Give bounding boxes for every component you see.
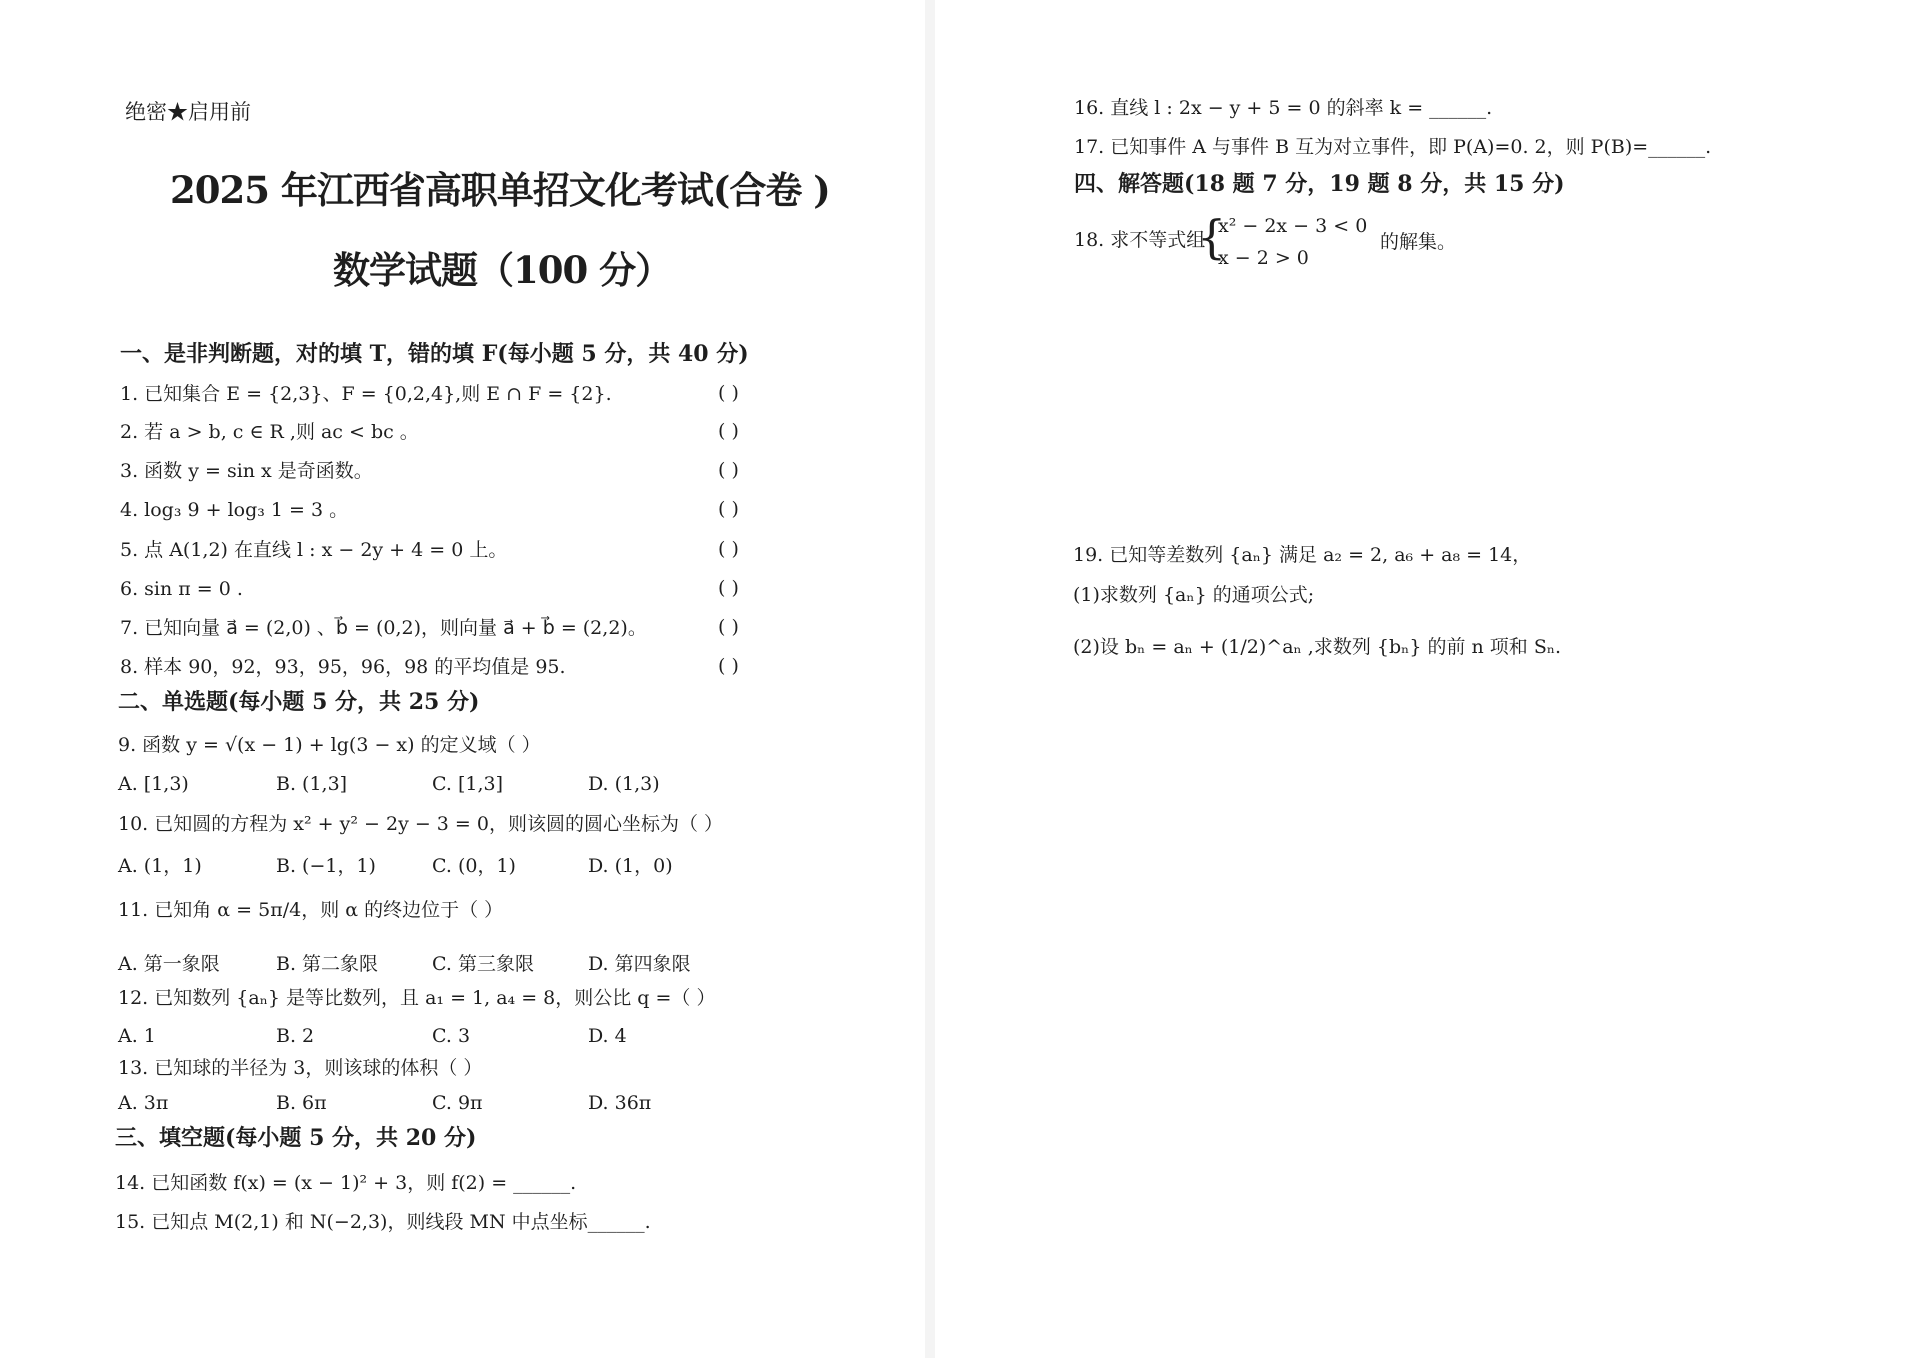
question-19-part1: (1)求数列 {aₙ} 的通项公式; [1073,584,1315,606]
q9-option-b: B. (1,3] [276,773,348,795]
confidential-label: 绝密★启用前 [125,100,251,124]
question-12: 12. 已知数列 {aₙ} 是等比数列，且 a₁ = 1, a₄ = 8，则公比 q =（ ） [118,987,716,1009]
question-14: 14. 已知函数 f(x) = (x − 1)² + 3，则 f(2) = ______. [115,1172,577,1194]
q11-option-d: D. 第四象限 [588,953,691,975]
q11-option-b: B. 第二象限 [276,953,379,975]
section4-heading: 四、解答题(18 题 7 分，19 题 8 分，共 15 分) [1074,171,1565,197]
q12-option-d: D. 4 [588,1025,627,1047]
page-divider [925,0,935,1358]
tf-item-7: 7. 已知向量 a⃗ = (2,0) 、b⃗ = (0,2)，则向量 a⃗ + b⃗ = (2,2)。 [120,617,647,639]
answer-blank-5: ( ) [718,538,739,560]
tf-item-1: 1. 已知集合 E = {2,3}、F = {0,2,4},则 E ∩ F = {2}. [120,383,612,405]
answer-blank-4: ( ) [718,498,739,520]
tf-item-6: 6. sin π = 0 . [120,578,243,600]
question-18-prefix: 18. 求不等式组 [1074,229,1206,251]
question-9: 9. 函数 y = √(x − 1) + lg(3 − x) 的定义域（ ） [118,734,541,756]
tf-item-4: 4. log₃ 9 + log₃ 1 = 3 。 [120,499,349,521]
answer-blank-6: ( ) [718,577,739,599]
q12-option-b: B. 2 [276,1025,315,1047]
q12-option-a: A. 1 [118,1025,156,1047]
q13-option-b: B. 6π [276,1092,327,1114]
question-13: 13. 已知球的半径为 3，则该球的体积（ ） [118,1057,483,1079]
inequality-1: x² − 2x − 3 < 0 [1218,215,1368,237]
section1-heading: 一、是非判断题，对的填 T，错的填 F(每小题 5 分，共 40 分) [120,341,749,367]
q10-option-a: A. (1，1) [118,855,202,877]
tf-item-8: 8. 样本 90，92，93，95，96，98 的平均值是 95. [120,656,566,678]
left-page [0,0,925,1358]
question-11: 11. 已知角 α = 5π/4，则 α 的终边位于（ ） [118,899,504,921]
question-17: 17. 已知事件 A 与事件 B 互为对立事件，即 P(A)=0. 2，则 P(B)=______. [1074,136,1712,158]
q11-option-c: C. 第三象限 [432,953,534,975]
q13-option-a: A. 3π [118,1092,169,1114]
question-19-stem: 19. 已知等差数列 {aₙ} 满足 a₂ = 2, a₆ + a₈ = 14， [1073,544,1532,566]
tf-item-2: 2. 若 a > b, c ∈ R ,则 ac < bc 。 [120,421,419,443]
right-page [935,0,1920,1358]
answer-blank-2: ( ) [718,420,739,442]
q10-option-c: C. (0，1) [432,855,516,877]
tf-item-3: 3. 函数 y = sin x 是奇函数。 [120,460,373,482]
system-brace: { [1197,210,1227,264]
answer-blank-8: ( ) [718,655,739,677]
q13-option-d: D. 36π [588,1092,652,1114]
question-19-part2: (2)设 bₙ = aₙ + (1/2)^aₙ ,求数列 {bₙ} 的前 n 项和 Sₙ. [1073,636,1562,658]
question-15: 15. 已知点 M(2,1) 和 N(−2,3)，则线段 MN 中点坐标______. [115,1211,651,1233]
q13-option-c: C. 9π [432,1092,483,1114]
q10-option-b: B. (−1，1) [276,855,376,877]
q9-option-d: D. (1,3) [588,773,660,795]
answer-blank-7: ( ) [718,616,739,638]
q9-option-c: C. [1,3] [432,773,503,795]
answer-blank-1: ( ) [718,382,739,404]
q9-option-a: A. [1,3) [118,773,189,795]
section2-heading: 二、单选题(每小题 5 分，共 25 分) [118,689,480,715]
inequality-2: x − 2 > 0 [1218,247,1309,269]
section3-heading: 三、填空题(每小题 5 分，共 20 分) [115,1125,477,1151]
question-16: 16. 直线 l : 2x − y + 5 = 0 的斜率 k = ______. [1074,97,1493,119]
answer-blank-3: ( ) [718,459,739,481]
q12-option-c: C. 3 [432,1025,471,1047]
tf-item-5: 5. 点 A(1,2) 在直线 l : x − 2y + 4 = 0 上。 [120,539,508,561]
exam-subtitle: 数学试题（100 分） [333,248,672,292]
question-10: 10. 已知圆的方程为 x² + y² − 2y − 3 = 0，则该圆的圆心坐标为（ ） [118,813,724,835]
q11-option-a: A. 第一象限 [118,953,220,975]
q10-option-d: D. (1，0) [588,855,673,877]
exam-title: 2025 年江西省高职单招文化考试(合卷 ) [170,168,830,212]
question-18-suffix: 的解集。 [1380,231,1457,253]
